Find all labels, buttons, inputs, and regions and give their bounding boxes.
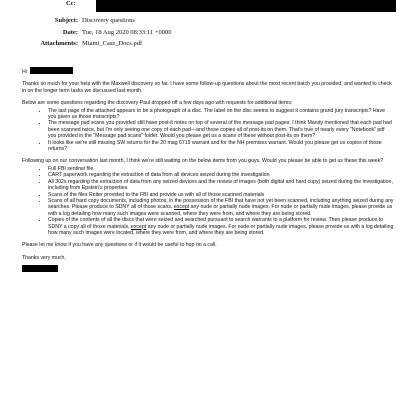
section2-item-5 [48, 198, 394, 217]
item6-text-pre: Copies of the contents of all the discs that were seized and searched pursuant to search warrants to a platform for review. Then please produce to SDNY a copy all of those materials, [48, 217, 383, 230]
section1-list [22, 108, 394, 153]
section2-intro: Following up on our conversation last month, I think we're still waiting on the below items from you guys. Would you please be able to get us these this week? [22, 158, 384, 165]
item5-text-pre: Scans of all hard copy documents, including photos, in the possession of the FBI that have not yet been scanned, including anything seized during any searches. Please produce to SDNY all of those scans, [48, 197, 394, 211]
item6-except: except [130, 223, 147, 230]
section2-item-2: • CART paperwork regarding the extraction of data from all devices seized during the investigation [48, 172, 394, 178]
email-body [22, 67, 394, 272]
section1-intro: Below are some questions regarding the discovery Paul dropped off a few days ago with requests for additional items: [22, 100, 293, 107]
section1-item-2: • The message pad scans you provided still have post-it notes on top of several of the message pad pages. I think Mandy mentioned that each pad had been scanned twice, but I'm only seeing one copy of each pad—and those copies all of post-its on them. That's true of nearly every "Notebook" pdf you provided in the "Message pad scans" folder. Would you please get us a scans of these without post-its on them? [48, 120, 394, 139]
date-value: Tue, 18 Aug 2020 08:33:11 +0000 [82, 29, 172, 36]
section2-item-3: • All 302s regarding the extraction of data from any seized devices and the review of images (both digital and hard copy) seized during the investigation, including from Epstein's properties. [48, 179, 394, 192]
greeting-line [22, 67, 394, 75]
section2-item-4: • Scans of the files Reiter provided to the FBI and provide us with all of those scanned materials [48, 192, 394, 198]
redaction-recipient-name [30, 67, 73, 74]
cc-label: Cc: [66, 0, 76, 7]
intro-paragraph: Thanks so much for your help with the Maxwell discovery so far. I have some follow-up questions about the most recent batch you provided, and wanted to check in on the longer term tasks we discussed last month. [22, 81, 392, 94]
item5-except: except [173, 204, 190, 211]
signoff: Thanks very much, [22, 254, 66, 261]
date-label: Date: [62, 29, 78, 36]
section1-item-3: • It looks like we're still missing SW returns for the 20 mag 6719 warrant and for the NH premises warrant. Would you please get us copies of those returns? [48, 140, 394, 153]
subject-label: Subject: [54, 17, 78, 24]
closing-paragraph: Please let me know if you have any questions or if it would be useful to hop on a call. [22, 242, 217, 249]
redaction-signature [22, 265, 58, 272]
greeting-text: Hi [22, 69, 27, 75]
section1-item-1: • The last page of the attached appears to be a photograph of a disc. The label on the disc seems to suggest it contains grand jury transcripts? Have you given us those transcripts? [48, 108, 394, 121]
item6-text-post: any nude or partially nude images. For nude or partially nude images, please provide us with a log detailing how many such images were located, where they were from, and where they are being stored. [48, 223, 394, 236]
section2-item-6 [48, 217, 394, 236]
attachments-label: Attachments: [40, 40, 78, 47]
attachment-file-link[interactable]: Miami_Case_Docs.pdf [82, 40, 143, 47]
redaction-top-right [96, 0, 396, 12]
subject-value: Discovery questions [82, 17, 135, 24]
item5-text-post: any nude or partially nude images. For nude or partially nude images, please provide us with a log detailing how many such images were scanned, where they were from, and where they are being stored. [48, 204, 393, 217]
section2-list [22, 166, 394, 236]
section2-item-1: • Full FBI sentinel file [48, 166, 394, 172]
